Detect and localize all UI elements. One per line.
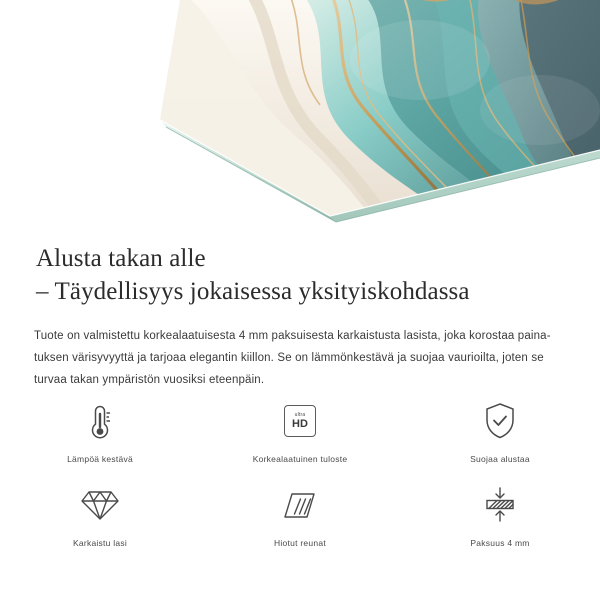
- feature-label: Paksuus 4 mm: [470, 538, 530, 548]
- thermometer-icon: [83, 398, 117, 444]
- badge-bottom-text: HD: [292, 417, 308, 430]
- feature-item: [200, 392, 400, 468]
- feature-item: [0, 476, 200, 552]
- hero-image: [0, 0, 600, 228]
- thickness-icon: [480, 482, 520, 528]
- marble-glass-illustration: [0, 0, 600, 228]
- diamond-icon: [80, 482, 120, 528]
- feature-item: [400, 392, 600, 468]
- feature-label: Karkaistu lasi: [72, 538, 128, 548]
- feature-label: Hiotut reunat: [274, 538, 326, 548]
- headline-line-2: – Täydellisyys jokaisessa yksityiskohdassa: [36, 278, 470, 306]
- feature-label: Suojaa alustaa: [470, 454, 530, 464]
- feature-item: [200, 476, 400, 552]
- feature-grid: [0, 392, 600, 552]
- shield-check-icon: [482, 398, 518, 444]
- feature-label: Lämpöä kestävä: [67, 454, 133, 464]
- ultra-hd-icon: [284, 398, 316, 444]
- feature-label: Korkealaatuinen tuloste: [252, 454, 348, 464]
- polished-edges-icon: [280, 482, 320, 528]
- headline-line-1: Alusta takan alle: [36, 245, 206, 272]
- feature-item: [0, 392, 200, 468]
- description-paragraph: Tuote on valmistettu korkealaatuisesta 4 mm paksuisesta karkaistusta lasista, joka korostaa paina-tuksen värisyvyyttä ja tarjoaa elegantin kiillon. Se on lämmönkestävä ja suojaa vaurioilta, joten se turvaa takan ympäristön vuosiksi eteenpäin.: [34, 329, 551, 387]
- feature-item: [400, 476, 600, 552]
- badge-top-text: ultra: [294, 411, 306, 418]
- description-content: [0, 228, 600, 392]
- page-title: [0, 228, 600, 309]
